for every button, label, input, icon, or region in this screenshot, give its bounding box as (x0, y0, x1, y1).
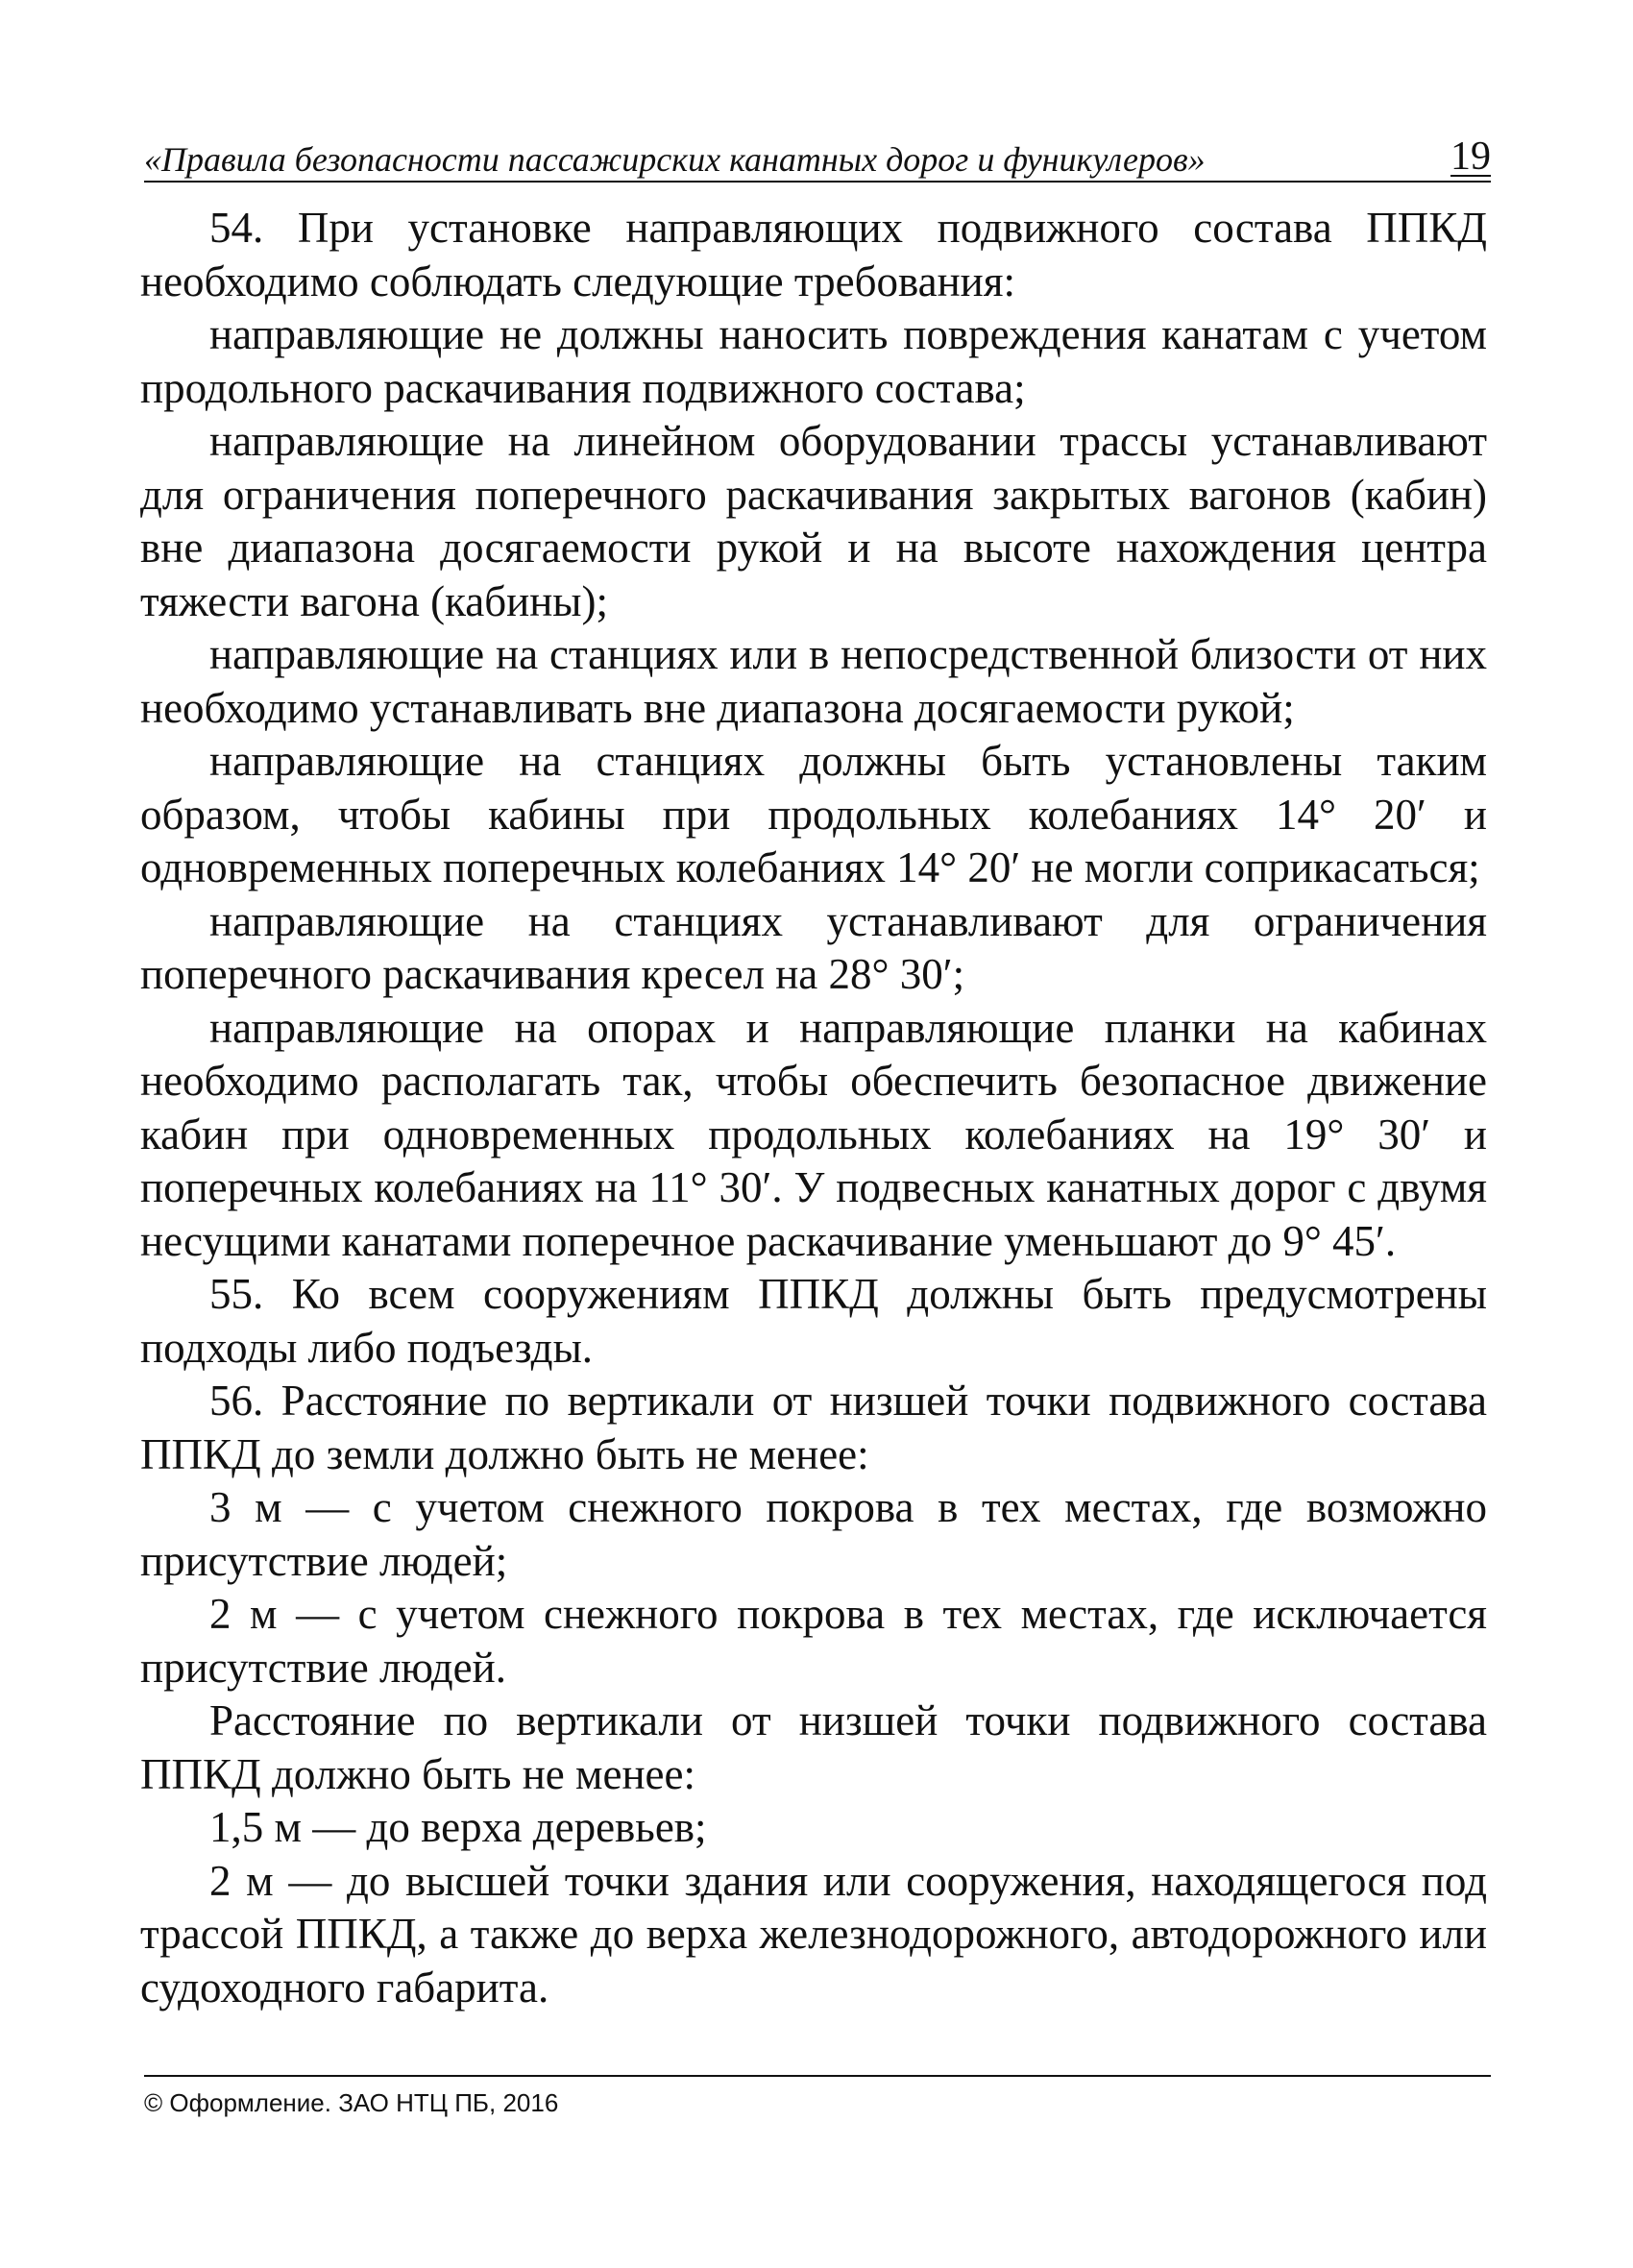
body-text (140, 202, 1487, 2014)
page-header (144, 121, 1491, 183)
page-number: 19 (1450, 134, 1491, 179)
list-item: 2 м — до высшей точки здания или сооружения, находящегося под трассой ППКД, а также до верха железнодорожного, автодорожного или судоходного габарита. (140, 1856, 1487, 2012)
list-item: направляющие на станциях должны быть установлены таким образом, чтобы кабины при продольных колебаниях 14° 20′ и одновременных поперечных колебаниях 14° 20′ не могли соприкасаться; (140, 737, 1487, 891)
running-title: «Правила безопасности пассажирских канатных дорог и фуникулеров» (144, 140, 1206, 179)
paragraph-54: 54. При установке направляющих подвижного состава ППКД необходимо соблюдать следующие требования: (140, 204, 1487, 305)
list-item: направляющие на линейном оборудовании трассы устанавливают для ограничения поперечного раскачивания закрытых вагонов (кабин) вне диапазона досягаемости рукой и на высоте нахождения центра тяжести вагона (кабины); (140, 417, 1487, 625)
footer-divider (144, 2075, 1491, 2077)
paragraph-56: 56. Расстояние по вертикали от низшей точки подвижного состава ППКД до земли должно быть не менее: (140, 1377, 1487, 1478)
list-item: 2 м — с учетом снежного покрова в тех местах, где исключается присутствие людей. (140, 1590, 1487, 1692)
paragraph: Расстояние по вертикали от низшей точки подвижного состава ППКД должно быть не менее: (140, 1696, 1487, 1798)
list-item: направляющие на станциях или в непосредственной близости от них необходимо устанавливать вне диапазона досягаемости рукой; (140, 630, 1487, 732)
paragraph-55: 55. Ко всем сооружениям ППКД должны быть предусмотрены подходы либо подъезды. (140, 1270, 1487, 1372)
list-item: направляющие не должны наносить повреждения канатам с учетом продольного раскачивания подвижного состава; (140, 310, 1487, 412)
list-item: направляющие на опорах и направляющие планки на кабинах необходимо располагать так, чтобы обеспечить безопасное движение кабин при одновременных продольных колебаниях на 19° 30′ и поперечных колебаниях на 11° 30′. У подвесных канатных дорог с двумя несущими канатами поперечное раскачивание уменьшают до 9° 45′. (140, 1003, 1487, 1265)
list-item: 1,5 м — до верха деревьев; (209, 1803, 707, 1851)
footer-copyright: © Оформление. ЗАО НТЦ ПБ, 2016 (144, 2088, 559, 2117)
list-item: 3 м — с учетом снежного покрова в тех местах, где возможно присутствие людей; (140, 1483, 1487, 1585)
list-item: направляющие на станциях устанавливают для ограничения поперечного раскачивания кресел на 28° 30′; (140, 896, 1487, 998)
